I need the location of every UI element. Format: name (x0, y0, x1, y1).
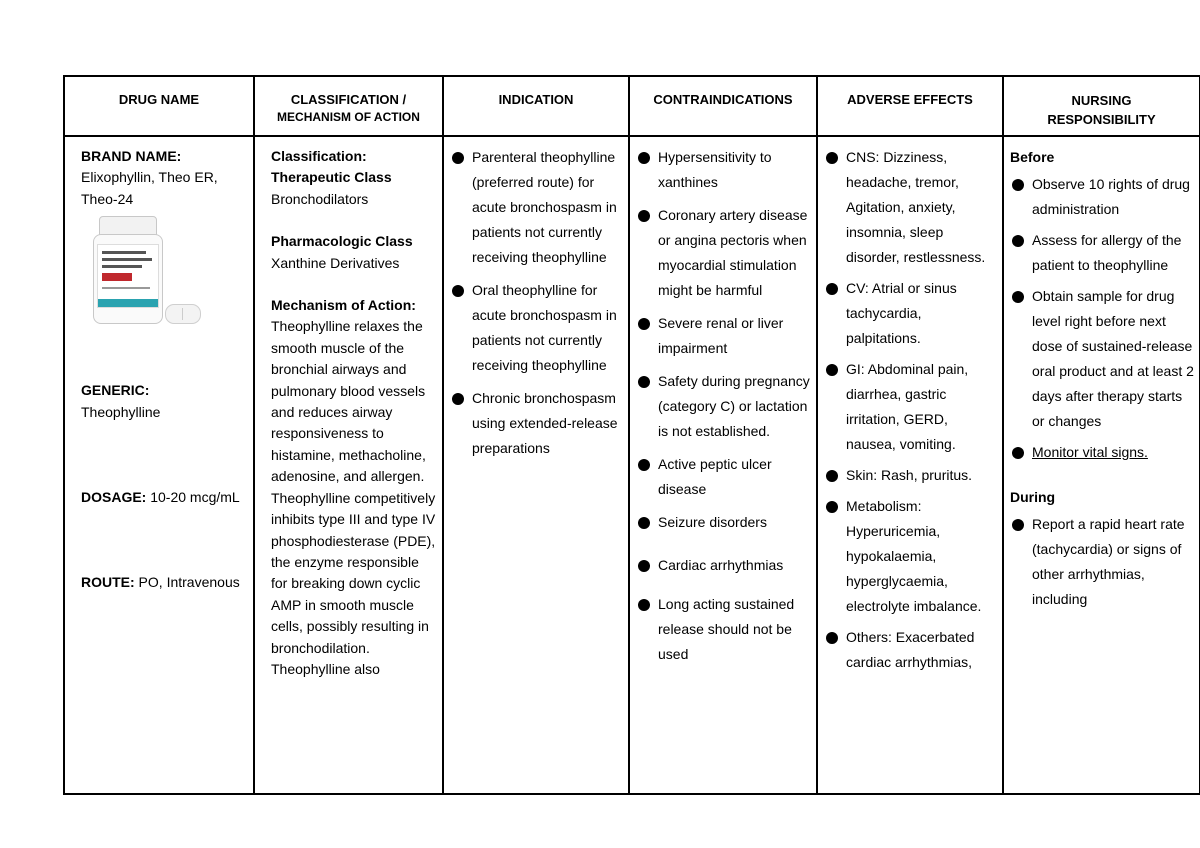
header-classification-line2: MECHANISM OF ACTION (277, 110, 420, 124)
header-row (64, 76, 1200, 136)
list-item: Metabolism: Hyperuricemia, hypokalaemia, hyperglycaemia, electrolyte imbalance. (826, 494, 998, 619)
header-classification-line1: CLASSIFICATION / (290, 92, 407, 107)
bullet-icon (638, 376, 650, 388)
list-item: Coronary artery disease or angina pectoris when myocardial stimulation might be harmful (638, 203, 812, 303)
list-item: Chronic bronchospasm using extended-release preparations (452, 386, 624, 461)
list-item: Cardiac arrhythmias (638, 553, 812, 578)
bullet-icon (826, 152, 838, 164)
header-drug-name: DRUG NAME (64, 76, 254, 136)
header-contraindications: CONTRAINDICATIONS (629, 76, 817, 136)
header-nursing-line1: NURSING (1071, 93, 1132, 108)
tablet-image (165, 304, 201, 324)
list-item: Seizure disorders (638, 510, 812, 535)
bullet-icon (638, 560, 650, 572)
drug-name-cell (64, 136, 254, 794)
list-item: CNS: Dizziness, headache, tremor, Agitation, anxiety, insomnia, sleep disorder, restlessness. (826, 145, 998, 270)
route-line (81, 572, 247, 593)
nursing-before-list (1004, 168, 1199, 465)
bullet-icon (1012, 235, 1024, 247)
bullet-icon (1012, 291, 1024, 303)
drug-card-table (63, 75, 1200, 795)
header-adverse-effects: ADVERSE EFFECTS (817, 76, 1003, 136)
bullet-icon (638, 517, 650, 529)
bullet-icon (826, 283, 838, 295)
bullet-icon (826, 364, 838, 376)
bullet-icon (452, 152, 464, 164)
list-item: CV: Atrial or sinus tachycardia, palpitations. (826, 276, 998, 351)
pharmacologic-class-value: Xanthine Derivatives (271, 254, 400, 271)
pharmacologic-class-label: Pharmacologic Class (271, 233, 413, 250)
bullet-icon (638, 152, 650, 164)
list-item: Safety during pregnancy (category C) or lactation is not established. (638, 369, 812, 444)
nursing-responsibility-cell (1003, 136, 1200, 794)
bullet-icon (638, 459, 650, 471)
therapeutic-class-label: Therapeutic Class (271, 169, 392, 186)
bullet-icon (826, 501, 838, 513)
nursing-during-list (1004, 508, 1199, 612)
bullet-icon (826, 632, 838, 644)
list-item: Active peptic ulcer disease (638, 452, 812, 502)
adverse-effects-list (818, 137, 1002, 675)
indication-cell (443, 136, 629, 794)
bullet-icon (452, 285, 464, 297)
list-item: Long acting sustained release should not be used (638, 592, 812, 667)
list-item: Obtain sample for drug level right before next dose of sustained-release oral product and at least 2 days after therapy starts or changes (1012, 284, 1195, 434)
bullet-icon (1012, 447, 1024, 459)
list-item: Report a rapid heart rate (tachycardia) or signs of other arrhythmias, including (1012, 512, 1195, 612)
dosage-value: 10-20 mcg/mL (146, 489, 240, 506)
bullet-icon (826, 470, 838, 482)
dosage-line (81, 487, 247, 508)
medicine-bottle-image (91, 216, 203, 326)
header-nursing-line2: RESPONSIBILITY (1047, 112, 1156, 127)
indication-list (444, 137, 628, 461)
list-item: Parenteral theophylline (preferred route) for acute bronchospasm in patients not currently receiving theophylline (452, 145, 624, 270)
bullet-icon (1012, 519, 1024, 531)
list-item: Monitor vital signs. (1012, 440, 1195, 465)
dosage-label: DOSAGE: (81, 489, 147, 506)
header-indication: INDICATION (443, 76, 629, 136)
route-label: ROUTE: (81, 574, 135, 591)
brand-name-label: BRAND NAME: (81, 148, 182, 164)
brand-name-value: Elixophyllin, Theo ER, Theo-24 (81, 169, 218, 207)
list-item: Skin: Rash, pruritus. (826, 463, 998, 488)
therapeutic-class-value: Bronchodilators (271, 190, 369, 207)
adverse-effects-cell (817, 136, 1003, 794)
list-item: Severe renal or liver impairment (638, 311, 812, 361)
mechanism-label: Mechanism of Action: (271, 297, 416, 314)
bullet-icon (1012, 179, 1024, 191)
classification-label: Classification: (271, 148, 367, 164)
list-item: Hypersensitivity to xanthines (638, 145, 812, 195)
during-label: During (1010, 489, 1056, 505)
bullet-icon (638, 599, 650, 611)
classification-cell (254, 136, 443, 794)
header-classification (254, 76, 443, 136)
generic-label: GENERIC: (81, 382, 150, 399)
bullet-icon (638, 210, 650, 222)
list-item: Observe 10 rights of drug administration (1012, 172, 1195, 222)
list-item: Oral theophylline for acute bronchospasm in patients not currently receiving theophylline (452, 278, 624, 378)
bullet-icon (452, 393, 464, 405)
mechanism-text: Theophylline relaxes the smooth muscle of the bronchial airways and pulmonary blood vessels and reduces airway responsiveness to histamine, methacholine, adenosine, and allergen. Theophylline competitively inhibits type III and type IV phosphodiesterase (PDE), the enzyme responsible for breaking down cyclic AMP in smooth muscle cells, possibly resulting in bronchodilation. Theophylline also (271, 318, 436, 677)
contraindications-list (630, 137, 816, 667)
bullet-icon (638, 318, 650, 330)
list-item: GI: Abdominal pain, diarrhea, gastric irritation, GERD, nausea, vomiting. (826, 357, 998, 457)
content-row (64, 136, 1200, 794)
before-label: Before (1010, 149, 1055, 165)
generic-value: Theophylline (81, 403, 161, 420)
route-value: PO, Intravenous (134, 574, 240, 591)
list-item: Others: Exacerbated cardiac arrhythmias, (826, 625, 998, 675)
list-item: Assess for allergy of the patient to theophylline (1012, 228, 1195, 278)
contraindications-cell (629, 136, 817, 794)
header-nursing-responsibility (1003, 76, 1200, 136)
bottle-label (97, 244, 159, 308)
